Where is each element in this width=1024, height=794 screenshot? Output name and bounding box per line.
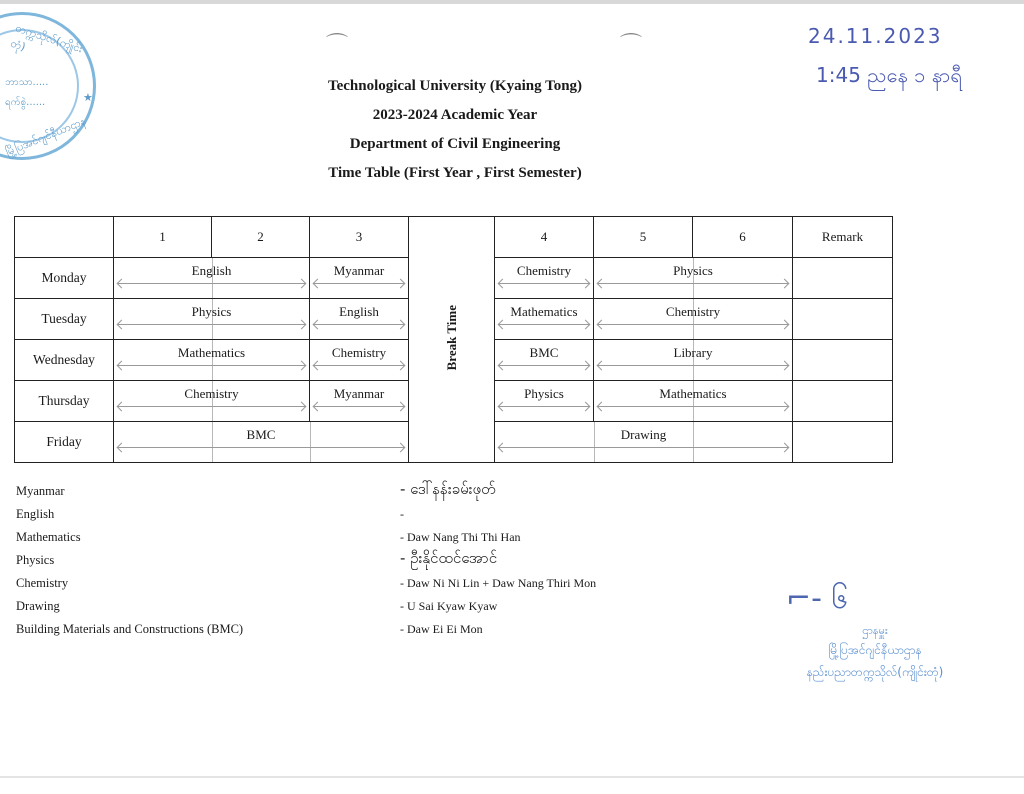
subject-cell	[114, 422, 409, 463]
punch-mark-icon: ⌒	[620, 33, 643, 58]
subject-label: Mathematics	[510, 304, 578, 319]
remark-cell	[793, 258, 893, 299]
period-1: 1	[114, 217, 212, 258]
timetable	[14, 216, 893, 463]
subject-label: English	[191, 263, 232, 278]
subject-name: Myanmar	[16, 484, 65, 498]
teacher-name: - ဒေါ်နန်းခမ်းဖုတ်	[400, 480, 496, 498]
subject-cell	[495, 340, 594, 381]
subject-name: Mathematics	[16, 530, 81, 544]
span-arrow	[118, 406, 305, 407]
subject-name: Physics	[16, 553, 55, 567]
day-cell: Friday	[15, 422, 114, 463]
remark-cell	[793, 422, 893, 463]
period-4: 4	[495, 217, 594, 258]
top-edge	[0, 0, 1024, 4]
day-cell: Thursday	[15, 381, 114, 422]
teacher-name: - ဦးနိုင်ထင်အောင်	[400, 549, 498, 567]
header-row	[15, 217, 893, 258]
seal-bottom-text: မြို့ပြအင်ဂျင်နီယာဌာန	[3, 114, 88, 159]
university-title: Technological University (Kyaing Tong)	[327, 78, 583, 94]
span-arrow	[598, 283, 788, 284]
signature: ⌐- ၆	[786, 581, 849, 616]
subject-cell	[594, 340, 793, 381]
day-cell: Tuesday	[15, 299, 114, 340]
subject-label: Mathematics	[659, 386, 727, 401]
subject-cell	[495, 299, 594, 340]
span-arrow	[499, 447, 788, 448]
department-title: Department of Civil Engineering	[349, 136, 561, 152]
period-2: 2	[212, 217, 310, 258]
subject-label: Drawing	[620, 427, 667, 442]
subject-cell	[495, 422, 793, 463]
remark-cell	[793, 381, 893, 422]
span-arrow	[314, 324, 404, 325]
subject-name: Chemistry	[16, 576, 69, 590]
teacher-name: - Daw Ni Ni Lin + Daw Nang Thiri Mon	[400, 576, 597, 590]
subject-cell	[114, 340, 310, 381]
subject-cell	[114, 381, 310, 422]
subject-cell	[495, 258, 594, 299]
bottom-edge	[0, 776, 1024, 778]
seal-mid-text-2: ရက်စွဲ......	[5, 97, 46, 108]
subject-cell	[594, 381, 793, 422]
teacher-name: -	[400, 507, 404, 521]
seal-mid-text-1: ဘာသာ.....	[5, 77, 49, 88]
subject-label: Chemistry	[665, 304, 721, 319]
teacher-name: - Daw Nang Thi Thi Han	[400, 530, 521, 544]
academic-year: 2023-2024 Academic Year	[372, 107, 538, 123]
subject-label: Library	[673, 345, 713, 360]
span-arrow	[118, 324, 305, 325]
subject-cell	[310, 340, 409, 381]
span-arrow	[118, 447, 404, 448]
span-arrow	[314, 406, 404, 407]
remark-cell	[793, 340, 893, 381]
subject-cell	[594, 258, 793, 299]
subject-cell	[310, 258, 409, 299]
seal-star-icon: ★	[83, 91, 93, 104]
day-cell: Wednesday	[15, 340, 114, 381]
subject-label: Physics	[524, 386, 564, 401]
span-arrow	[118, 283, 305, 284]
teacher-name: - Daw Ei Ei Mon	[400, 622, 483, 636]
subject-cell	[310, 299, 409, 340]
corner-cell	[15, 217, 114, 258]
period-6: 6	[693, 217, 793, 258]
timetable-title: Time Table (First Year , First Semester)	[328, 165, 582, 181]
handwritten-time: 1:45 ညနေ ၁ နာရီ	[816, 63, 962, 87]
break-time-cell	[409, 217, 495, 463]
subject-label: English	[339, 304, 379, 319]
span-arrow	[598, 406, 788, 407]
span-arrow	[314, 365, 404, 366]
remark-cell	[793, 299, 893, 340]
stamp-title: ဌာနမှူး	[862, 624, 888, 637]
break-time-label: Break Time	[443, 304, 459, 371]
subject-label: Myanmar	[333, 263, 385, 278]
span-arrow	[598, 324, 788, 325]
subject-label: Physics	[673, 263, 713, 278]
subject-cell	[594, 299, 793, 340]
subject-name: Building Materials and Constructions (BMC)	[16, 622, 244, 636]
subject-label: Chemistry	[184, 386, 239, 401]
teacher-name: - U Sai Kyaw Kyaw	[400, 599, 498, 613]
period-3: 3	[310, 217, 409, 258]
subject-label: Mathematics	[177, 345, 246, 360]
subject-name: Drawing	[16, 599, 60, 613]
subject-label: BMC	[246, 427, 276, 442]
span-arrow	[314, 283, 404, 284]
span-arrow	[499, 324, 589, 325]
span-arrow	[118, 365, 305, 366]
remark-header: Remark	[793, 217, 893, 258]
period-5: 5	[594, 217, 693, 258]
department-seal	[0, 12, 96, 160]
span-arrow	[499, 406, 589, 407]
stamp-university: နည်းပညာတက္ကသိုလ်(ကျိုင်းတုံ)	[806, 665, 944, 679]
subject-cell	[495, 381, 594, 422]
day-cell: Monday	[15, 258, 114, 299]
punch-mark-icon: ⌒	[326, 33, 349, 58]
subject-label: Chemistry	[516, 263, 572, 278]
subject-label: Chemistry	[331, 345, 387, 360]
span-arrow	[499, 283, 589, 284]
seal-top-text: တက္ကသိုလ်(ကျိုင်းတုံ)	[8, 21, 85, 56]
span-arrow	[598, 365, 788, 366]
subject-cell	[310, 381, 409, 422]
subject-label: Physics	[191, 304, 232, 319]
span-arrow	[499, 365, 589, 366]
subject-name: English	[16, 507, 55, 521]
subject-cell	[114, 258, 310, 299]
subject-label: Myanmar	[333, 386, 385, 401]
subject-cell	[114, 299, 310, 340]
stamp-department: မြို့ပြအင်ဂျင်နီယာဌာန	[828, 643, 922, 657]
handwritten-date: 24.11.2023	[808, 24, 943, 48]
subject-label: BMC	[529, 345, 559, 360]
